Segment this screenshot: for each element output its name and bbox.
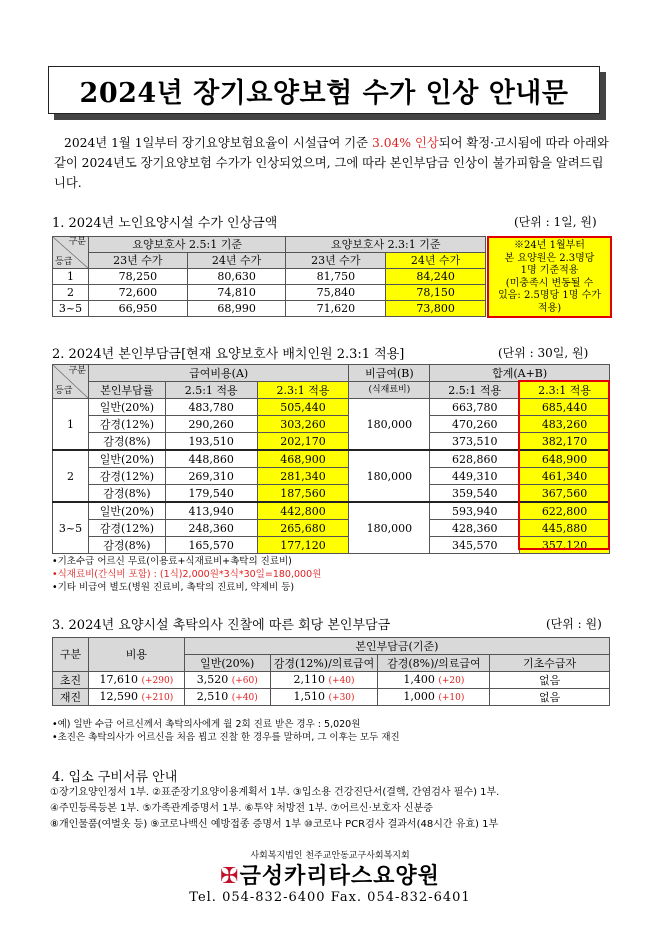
fee-col-a23: 23년 수가 <box>88 253 187 269</box>
table-row: 2 일반(20%) 448,860 468,900 180,000 628,860 648,900 <box>53 450 610 468</box>
copay-benefit-header: 급여비용(A) <box>88 365 348 382</box>
table-row: 감경(8%) 193,510 202,170 373,510 382,170 <box>53 433 610 451</box>
section2-unit: (단위 : 30일, 원) <box>498 346 589 360</box>
table-row: 감경(12%) 290,260 303,260 470,260 483,260 <box>53 416 610 433</box>
table-row: 재진 12,590 (+210) 2,510 (+40) 1,510 (+30) 1,000 (+10) 없음 <box>53 689 610 706</box>
staffing-note: ※24년 1월부터 본 요양원은 2.3명당 1명 기준적용 (미충족시 변동될 수 있음: 2.5명당 1명 수가 적용) <box>487 236 612 318</box>
footer-org: 사회복지법인 천주교안동교구사회복지회 <box>250 851 410 861</box>
fee-group-23: 요양보호사 2.3:1 기준 <box>286 237 486 253</box>
table-row: 2 72,600 74,810 75,840 78,150 <box>53 285 486 301</box>
section3-unit: (단위 : 원) <box>546 617 602 631</box>
table-row: 1 78,250 80,630 81,750 84,240 <box>53 269 486 285</box>
doctor-cost-header: 비용 <box>88 638 184 672</box>
section2-notes: •기초수급 어르신 무료(이용료+식재료비+촉탁의 진료비) •식재료비(간식비 포함) : (1식)2,000원*3식*30일=180,000원 •기타 비급여 별도(병원 진료비, 촉탁의 진료비, 약제비 등) <box>52 556 322 593</box>
section1-unit: (단위 : 1일, 원) <box>514 215 597 229</box>
page-title: 2024년 장기요양보험 수가 인상 안내문 <box>48 66 600 114</box>
table-row: 감경(12%) 248,360 265,680 428,360 445,880 <box>53 520 610 537</box>
intro-paragraph: 2024년 1월 1일부터 장기요양보험요율이 시설급여 기준 3.04% 인상되어 확정·고시됨에 따라 아래와 같이 2024년도 장기요양보험 수가가 인상되었으며, 그에 따라 본인부담금 인상이 불가피함을 알려드립니다. <box>54 136 609 190</box>
fee-col-b23: 23년 수가 <box>286 253 386 269</box>
doctor-group-header: 본인부담금(기준) <box>184 638 609 655</box>
copay-table-corner: 구분 등급 <box>53 365 89 399</box>
section3-notes: •예) 일반 수급 어르신께서 촉탁의사에게 월 2회 진료 받은 경우 : 5,020원 •초진은 촉탁의사가 어르신을 처음 뵙고 진찰 한 경우를 말하며, 그 이후는 모두 재진 <box>52 719 400 743</box>
copay-total-header: 합계(A+B) <box>430 365 610 382</box>
table-row: 감경(8%) 165,570 177,120 345,570 357,120 <box>53 537 610 554</box>
table-row: 감경(12%) 269,310 281,340 449,310 461,340 <box>53 468 610 485</box>
fee-table-corner: 구분 등급 <box>53 237 89 269</box>
footer-contact: Tel. 054-832-6400 Fax. 054-832-6401 <box>189 890 471 905</box>
fee-col-b24: 24년 수가 <box>386 253 486 269</box>
required-documents: ①장기요양인정서 1부. ②표준장기요양이용계획서 1부. ③입소용 건강진단서(결핵, 간염검사 필수) 1부. ④주민등록등본 1부. ⑤가족관계증명서 1부. ⑥투약 처방전 1부. ⑦어르신·보호자 신분증 ⑧개인물품(여벌옷 등) ⑨코로나백신 예방접종 증명서 1부 ⑩코로나 PCR검사 결과서(48시간 유효) 1부 <box>50 787 500 830</box>
section3-heading: 3. 2024년 요양시설 촉탁의사 진찰에 따른 회당 본인부담금 <box>52 618 391 633</box>
doctor-kind-header: 구분 <box>53 638 89 672</box>
intro-highlight: 3.04% 인상 <box>371 136 439 150</box>
section4-heading: 4. 입소 구비서류 안내 <box>52 770 178 785</box>
fee-group-25: 요양보호사 2.5:1 기준 <box>88 237 286 253</box>
table-row: 감경(8%) 179,540 187,560 359,540 367,560 <box>53 485 610 503</box>
fee-col-a24: 24년 수가 <box>187 253 286 269</box>
copay-nonbenefit-header: 비급여(B) <box>349 365 430 382</box>
cross-logo-icon: ✠ <box>220 864 240 889</box>
table-row: 3~5 66,950 68,990 71,620 73,800 <box>53 301 486 317</box>
section1-heading: 1. 2024년 노인요양시설 수가 인상금액 <box>52 216 278 231</box>
table-row: 초진 17,610 (+290) 3,520 (+60) 2,110 (+40) 1,400 (+20) 없음 <box>53 672 610 689</box>
footer-name: ✠금성카리타스요양원 <box>220 864 440 889</box>
table-row: 1 일반(20%) 483,780 505,440 180,000 663,780 685,440 <box>53 399 610 416</box>
table-row: 3~5 일반(20%) 413,940 442,800 180,000 593,940 622,800 <box>53 502 610 520</box>
copay-table: 구분 등급 급여비용(A) 비급여(B) 합계(A+B) 본인부담률 2.5:1 적용 2.3:1 적용 (식재료비) 2.5:1 적용 2.3:1 적용 1 일반(20%) 483,780 505,440 180,000 663,780 685,440 감경(12%) 290,260 303,260 470,260 483,260 감경(8%) 193,510 202,170 373,510 382,170 2 일반(20%) 448,860 468,900 180,000 628,860 648,900 감경(12%) 269,310 281,340 449,310 461,340 감경(8%) 179,540 187,560 359,540 367,560 3~5 일반(20%) 413,940 442,800 180,000 593,940 622,800 감경(12%) 248,360 265,680 428,360 445,880 감경(8%) 165,570 177,120 345,570 357,120 <box>52 364 610 554</box>
doctor-fee-table: 구분 비용 본인부담금(기준) 일반(20%) 감경(12%)/의료급여 감경(8%)/의료급여 기초수급자 초진 17,610 (+290) 3,520 (+60) 2,110 (+40) 1,400 (+20) 없음 재진 12,590 (+210) 2,510 (+40) 1,510 (+30) 1,000 (+10) 없음 <box>52 637 610 706</box>
fee-table <box>52 236 486 317</box>
section2-heading: 2. 2024년 본인부담금[현재 요양보호사 배치인원 2.3:1 적용] <box>52 347 405 362</box>
